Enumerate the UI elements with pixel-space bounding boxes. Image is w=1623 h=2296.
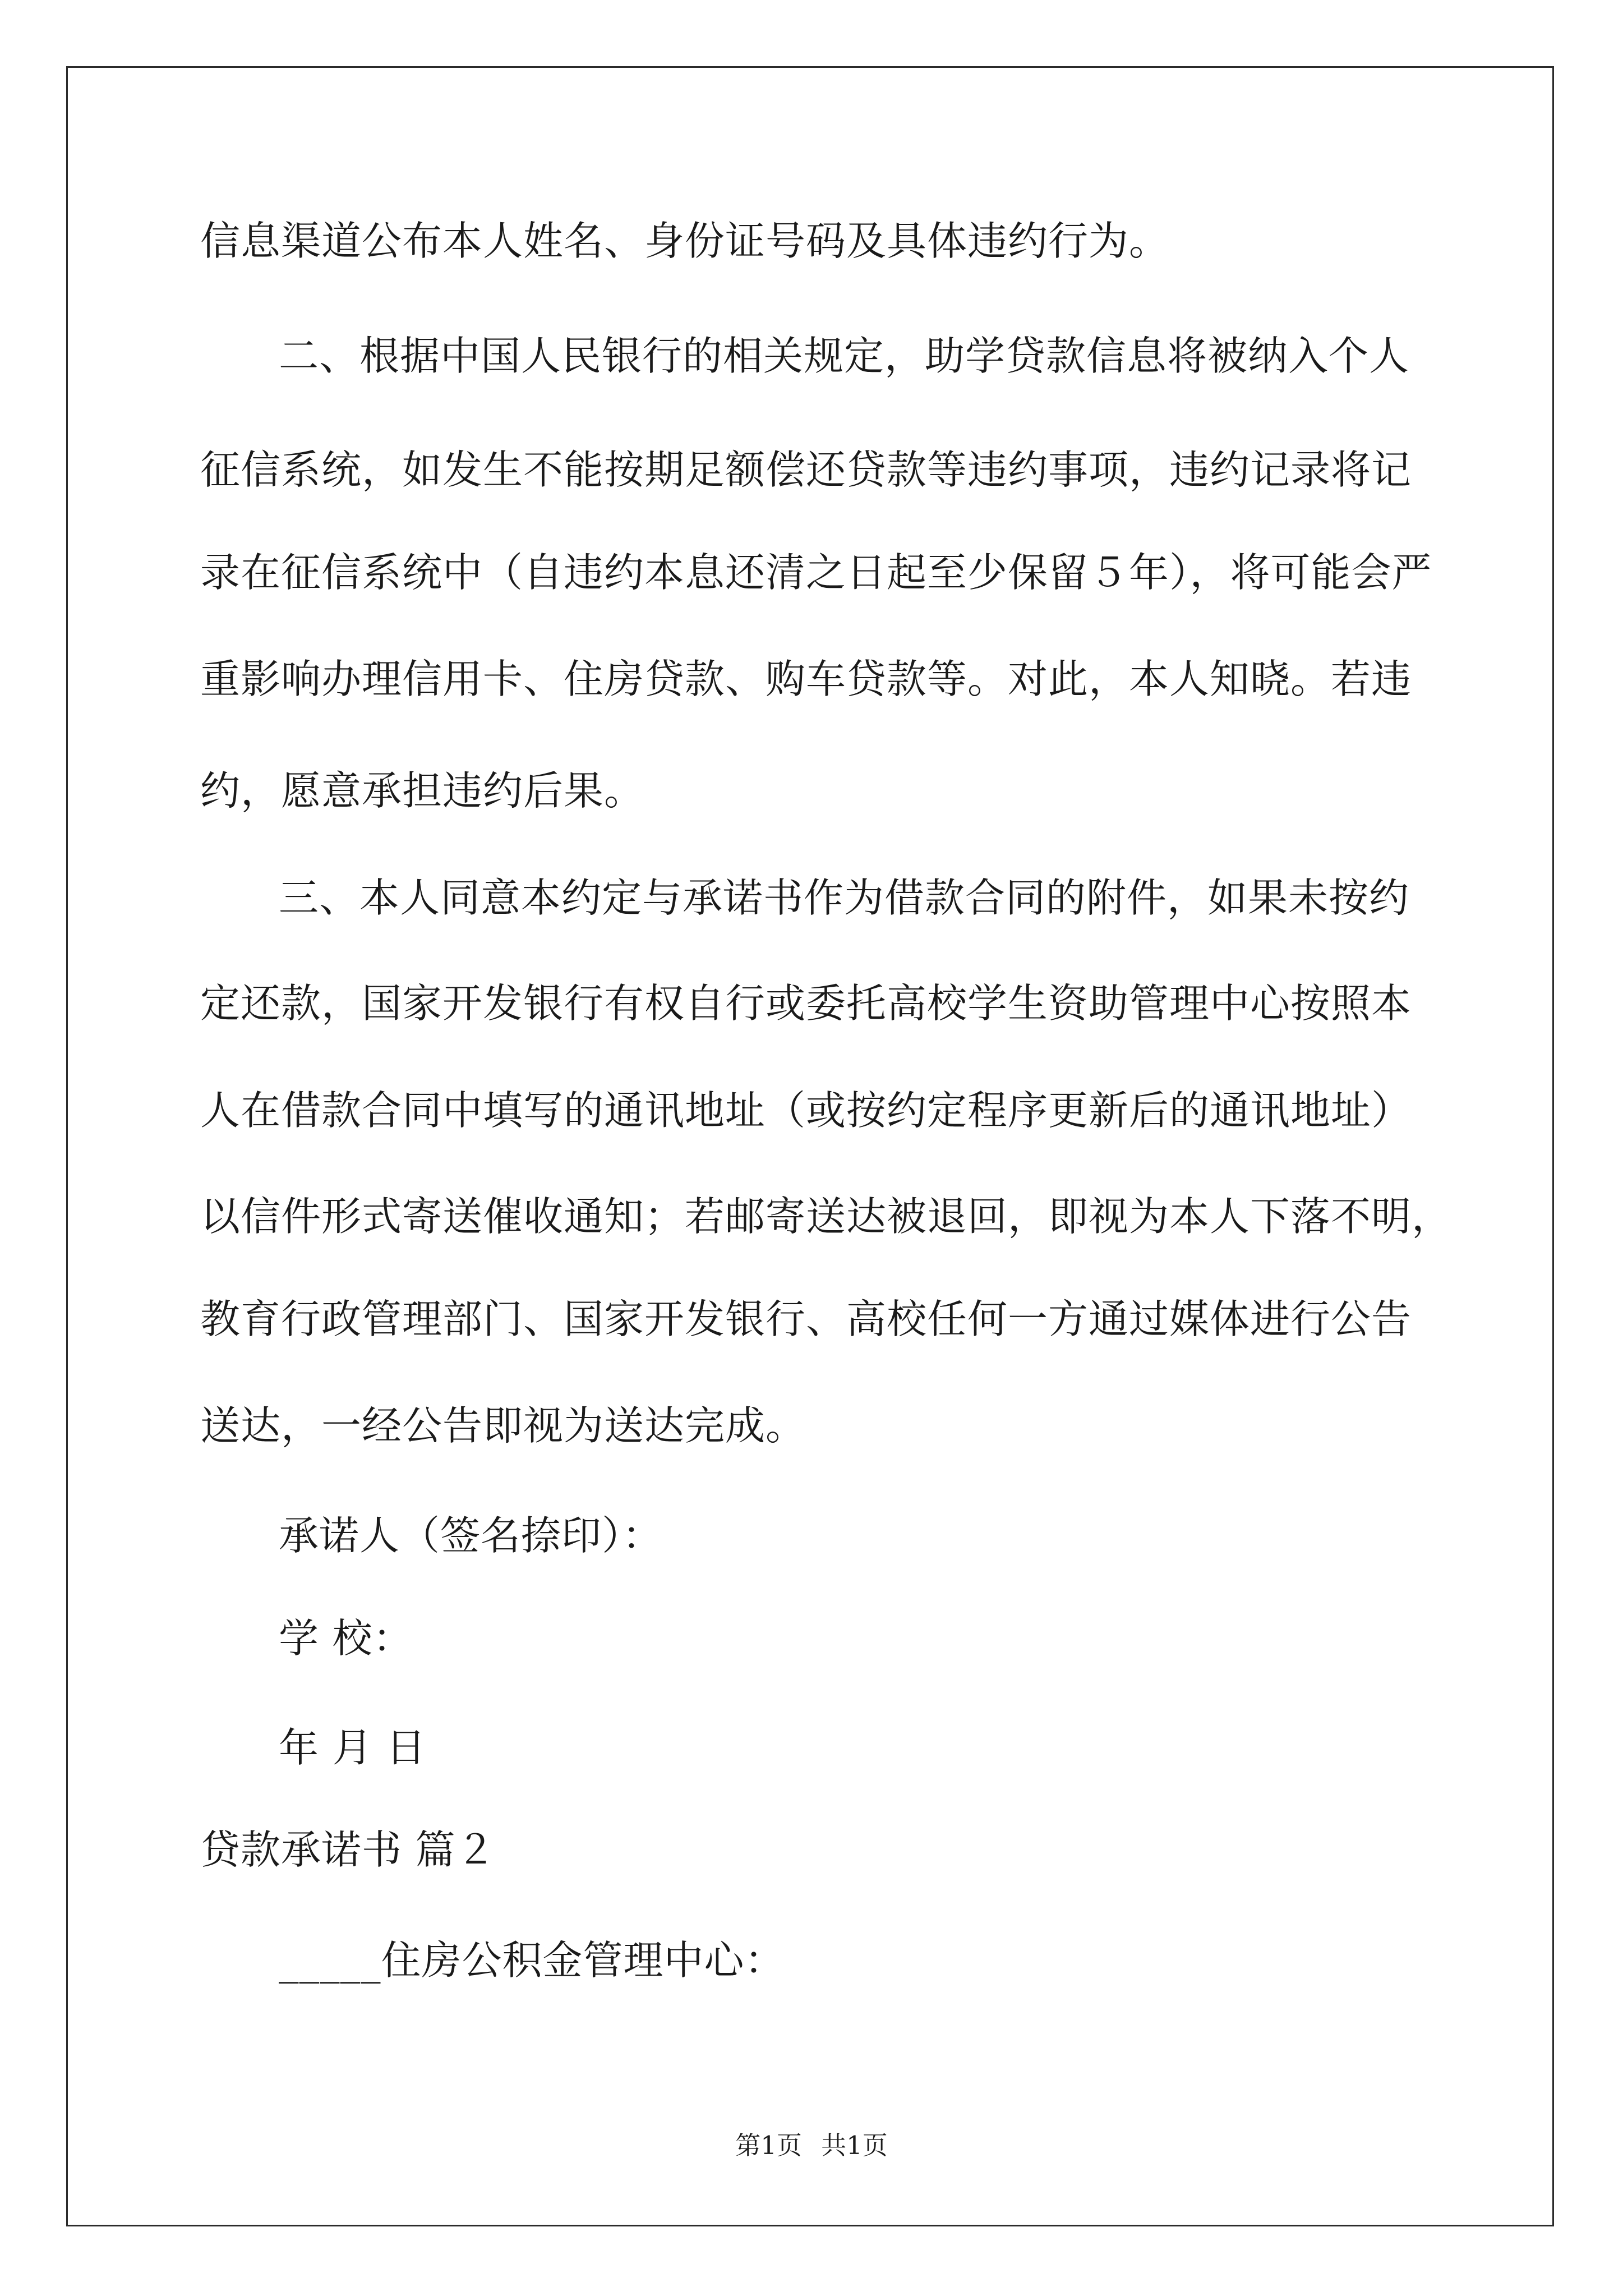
page-total: 共1页 bbox=[821, 2131, 888, 2160]
signatory-label: 承诺人（签名捺印）： bbox=[279, 1512, 663, 1559]
body-line-1: 信息渠道公布本人姓名、身份证号码及具体违约行为。 bbox=[200, 218, 1170, 264]
section-heading: 贷款承诺书 篇２ bbox=[200, 1826, 496, 1873]
paragraph-3-line-1: 三、本人同意本约定与承诺书作为借款合同的附件，如果未按约 bbox=[279, 875, 1410, 921]
paragraph-3-line-3: 人在借款合同中填写的通讯地址（或按约定程序更新后的通讯地址） bbox=[200, 1087, 1412, 1134]
paragraph-2-line-2: 征信系统，如发生不能按期足额偿还贷款等违约事项，违约记录将记 bbox=[200, 447, 1412, 493]
paragraph-3-line-5: 教育行政管理部门、国家开发银行、高校任何一方通过媒体进行公告 bbox=[200, 1296, 1412, 1342]
date-label: 年 月 日 bbox=[279, 1724, 427, 1771]
school-label: 学 校： bbox=[279, 1615, 413, 1662]
paragraph-3-line-6: 送达，一经公告即视为送达完成。 bbox=[200, 1402, 806, 1449]
addressee-line: _____住房公积金管理中心： bbox=[279, 1937, 785, 1984]
paragraph-2-line-1: 二、根据中国人民银行的相关规定，助学贷款信息将被纳入个人 bbox=[279, 333, 1410, 379]
paragraph-2-line-4: 重影响办理信用卡、住房贷款、购车贷款等。对此，本人知晓。若违 bbox=[200, 656, 1412, 702]
paragraph-2-line-3: 录在征信系统中（自违约本息还清之日起至少保留５年），将可能会严 bbox=[200, 549, 1432, 596]
paragraph-2-line-5: 约，愿意承担违约后果。 bbox=[200, 767, 645, 814]
paragraph-3-line-4: 以信件形式寄送催收通知；若邮寄送达被退回，即视为本人下落不明， bbox=[200, 1193, 1453, 1240]
paragraph-3-line-2: 定还款，国家开发银行有权自行或委托高校学生资助管理中心按照本 bbox=[200, 980, 1412, 1027]
page-number: 第1页 bbox=[735, 2131, 802, 2160]
page-footer bbox=[0, 2133, 1623, 2158]
page-border bbox=[66, 66, 1554, 2226]
